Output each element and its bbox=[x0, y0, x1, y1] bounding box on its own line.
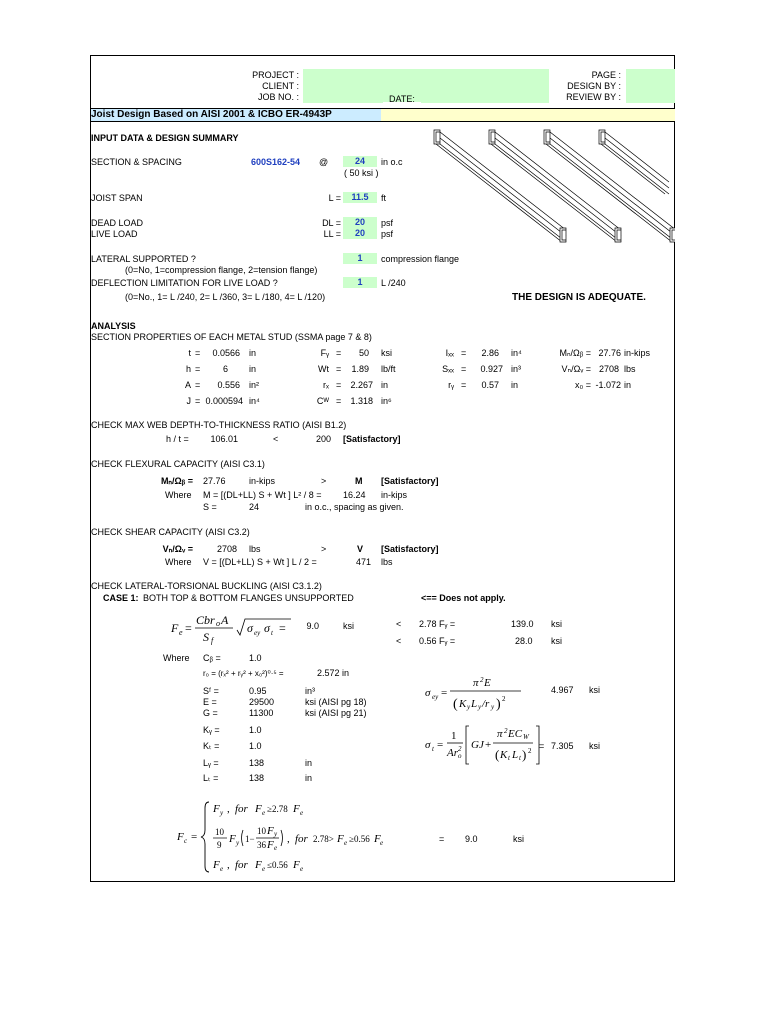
sigma-t-unit: ksi bbox=[589, 741, 600, 751]
ltb-case-desc: BOTH TOP & BOTTOM FLANGES UNSUPPORTED bbox=[143, 593, 354, 603]
svg-text:for: for bbox=[295, 833, 308, 845]
shear-value: 2708 bbox=[216, 544, 237, 554]
input-heading: INPUT DATA & DESIGN SUMMARY bbox=[91, 133, 239, 143]
live-load-label: LIVE LOAD bbox=[91, 229, 138, 239]
svg-text:K: K bbox=[500, 749, 508, 761]
design-result: THE DESIGN IS ADEQUATE. bbox=[512, 292, 646, 303]
fc-formula bbox=[175, 798, 385, 876]
design-title: Joist Design Based on AISI 2001 & ICBO ER-4943P bbox=[91, 108, 381, 122]
sigma-t-eq: = bbox=[539, 741, 545, 751]
svg-text:E: E bbox=[484, 677, 491, 689]
fc-eq: = bbox=[439, 834, 445, 844]
lateral-note: (0=No, 1=compression flange, 2=tension flange) bbox=[125, 265, 318, 275]
flexural-value: 27.76 bbox=[203, 476, 226, 486]
svg-text:F: F bbox=[229, 833, 236, 845]
svg-text:≤0.56: ≤0.56 bbox=[267, 860, 288, 870]
date-label: DATE: bbox=[389, 94, 415, 104]
lateral-input[interactable]: 1 bbox=[343, 253, 377, 264]
cmp2-lhs: 0.56 Fᵧ = bbox=[419, 636, 456, 646]
flexural-status: [Satisfactory] bbox=[381, 476, 439, 486]
flexural-unit: in-kips bbox=[249, 476, 276, 486]
shear-v-expr: V = [(DL+LL) S + Wt ] L / 2 = bbox=[203, 557, 317, 567]
fe-formula bbox=[169, 610, 299, 646]
svg-text:): ) bbox=[522, 747, 527, 762]
web-value: 106.01 bbox=[210, 434, 238, 444]
cmp2-unit: ksi bbox=[551, 636, 562, 646]
svg-text:t: t bbox=[432, 745, 434, 753]
svg-text:σ: σ bbox=[425, 687, 431, 699]
svg-text:(: ( bbox=[495, 747, 500, 762]
cmp1-op: < bbox=[396, 619, 402, 629]
svg-text:o: o bbox=[458, 752, 462, 760]
svg-text:36: 36 bbox=[257, 840, 266, 850]
svg-text:e: e bbox=[344, 839, 348, 847]
svg-text:K: K bbox=[459, 698, 467, 710]
svg-text:y: y bbox=[236, 839, 240, 847]
svg-text:W: W bbox=[523, 733, 529, 741]
svg-text:t: t bbox=[508, 754, 510, 762]
web-heading: CHECK MAX WEB DEPTH-TO-THICKNESS RATIO (AISI B1.2) bbox=[91, 420, 347, 430]
cmp2-value: 28.0 bbox=[515, 636, 533, 646]
svg-text:t: t bbox=[519, 754, 521, 762]
props-heading: SECTION PROPERTIES OF EACH METAL STUD (SSMA page 7 & 8) bbox=[91, 332, 372, 342]
ltb-note: <== Does not apply. bbox=[421, 593, 506, 603]
flexural-m-unit: in-kips bbox=[381, 490, 408, 500]
at-symbol: @ bbox=[319, 157, 329, 167]
svg-text:≥2.78: ≥2.78 bbox=[267, 804, 288, 814]
svg-text:EC: EC bbox=[508, 728, 523, 740]
svg-text:e: e bbox=[262, 865, 266, 873]
svg-text:F: F bbox=[213, 803, 220, 815]
svg-text:F: F bbox=[337, 833, 344, 845]
page-label: PAGE : bbox=[591, 70, 621, 80]
dead-load-input[interactable]: 20 bbox=[343, 217, 377, 228]
web-op: < bbox=[273, 434, 279, 444]
ltb-case: CASE 1: bbox=[103, 593, 139, 603]
flexural-rhs: M bbox=[355, 476, 363, 486]
svg-text:F: F bbox=[171, 621, 179, 635]
cb-label: Cᵦ = bbox=[203, 653, 221, 663]
r0-value: 2.572 in bbox=[317, 668, 350, 678]
web-status: [Satisfactory] bbox=[343, 434, 401, 444]
deflection-note: (0=No., 1= L /240, 2= L /360, 3= L /180, 4= L /120) bbox=[125, 292, 326, 302]
flexural-m-value: 16.24 bbox=[343, 490, 366, 500]
shear-op: > bbox=[321, 544, 327, 554]
live-load-input[interactable]: 20 bbox=[343, 228, 377, 239]
sigma-ey-value: 4.967 bbox=[551, 685, 574, 695]
svg-text:GJ: GJ bbox=[471, 739, 484, 751]
fc-unit: ksi bbox=[513, 834, 524, 844]
section-value[interactable]: 600S162-54 bbox=[251, 157, 301, 167]
svg-text:e: e bbox=[179, 628, 183, 637]
cmp1-value: 139.0 bbox=[511, 619, 534, 629]
job-label: JOB NO. : bbox=[257, 92, 299, 102]
svg-text:F: F bbox=[293, 803, 300, 815]
flexural-op: > bbox=[321, 476, 327, 486]
svg-text:F: F bbox=[374, 833, 381, 845]
svg-text:/r: /r bbox=[482, 698, 490, 710]
svg-text:π: π bbox=[497, 728, 503, 740]
flexural-s-note: in o.c., spacing as given. bbox=[305, 502, 404, 512]
span-symbol: L = bbox=[328, 193, 341, 203]
ltb-where: Where bbox=[163, 653, 190, 663]
svg-text:y: y bbox=[220, 809, 224, 817]
svg-text:e: e bbox=[262, 809, 266, 817]
svg-text:Cbr: Cbr bbox=[196, 613, 215, 627]
svg-text:e: e bbox=[300, 865, 304, 873]
lateral-label: LATERAL SUPPORTED ? bbox=[91, 254, 196, 264]
joist-diagram bbox=[429, 124, 675, 248]
title-bar-fill bbox=[381, 108, 675, 122]
svg-text:=: = bbox=[437, 739, 444, 751]
web-lhs: h / t = bbox=[166, 434, 189, 444]
svg-text:,: , bbox=[287, 833, 290, 845]
lateral-desc: compression flange bbox=[381, 254, 460, 264]
review-by-label: REVIEW BY : bbox=[566, 92, 621, 102]
deflection-desc: L /240 bbox=[381, 278, 406, 288]
svg-text:F: F bbox=[293, 859, 300, 871]
cb-value: 1.0 bbox=[249, 653, 262, 663]
flexural-s-value: 24 bbox=[249, 502, 260, 512]
svg-text:F: F bbox=[267, 839, 274, 851]
svg-text:e: e bbox=[380, 839, 384, 847]
svg-text:9: 9 bbox=[217, 840, 222, 850]
fe-value: 9.0 bbox=[306, 621, 319, 631]
shear-v-value: 471 bbox=[355, 557, 371, 567]
shear-lhs: Vₙ/Ωᵥ = bbox=[162, 544, 193, 554]
svg-text:L: L bbox=[512, 749, 519, 761]
page-design-review-input[interactable] bbox=[626, 69, 675, 103]
calculation-sheet: PROJECT : CLIENT : JOB NO. : DATE: PAGE : DESIGN BY : REVIEW BY : Joist Design Based on AISI 2001 & ICBO ER-4943P INPUT DATA & DESIGN SUMMARY SECTION & SPACING 600S162-54 @ 24 in o.c ( 50 ksi ) JOIST SPAN L = 11.5 ft DEAD LOAD DL = 20 psf LIVE LOAD LL = 20 psf LATERAL SUPPORTED ? 1 compression flange (0=No, 1=compression flange, 2=tension flange) DEFLECTION LIMITATION FOR LIVE LOAD ? 1 L /240 (0=No., 1= L /240, 2= L /360, 3= L /180, 4= L /120) THE DESIGN IS ADEQUATE. ANALYSIS SECTION PROPERTIES OF EACH METAL STUD (SSMA page 7 & 8) t = 0.0566 in h = 6 in A = 0.556 in² J = 0.000594 in⁴ Fᵧ = 50 ksi Wt = 1.89 lb/ft rₓ = 2.267 in Cᵂ = 1.318 in⁶ Iₓₓ = 2.86 in⁴ Sₓₓ = 0.927 in³ rᵧ = 0.57 in Mₙ/Ωᵦ = 27.76 in-kips Vₙ/Ωᵥ = 2708 lbs x₀ = -1.072 in CHECK MAX WEB DEPTH-TO-THICKNESS RATIO (AISI B1.2) h / t = 106.01 < 200 [Satisfactory] CHECK FLEXURAL CAPACITY (AISI C3.1) Mₙ/Ωᵦ = 27.76 in-kips > M [Satisfactory] Where M = [(DL+LL) S + Wt ] L² / 8 = 16.24 in-kips S = 24 in o.c., spacing as given. CHECK SHEAR CAPACITY (AISI C3.2) Vₙ/Ωᵥ = 2708 lbs > V [Satisfactory] Where V = [(DL+LL) S + Wt ] L / 2 = 471 lbs CHECK LATERAL-TORSIONAL BUCKLING (AISI C3.1.2) CASE 1: BOTH TOP & BOTTOM FLANGES UNSUPPORTED <== Does not apply. F e = Cbr o A S f σ ey σ t = 9.0 ksi < 2.78 Fᵧ = 139.0 ksi < 0.56 Fᵧ = 28.0 ksi Where Cᵦ = 1.0 r₀ = (rₓ² + rᵧ² + x₀²)⁰·⁵ = 2.572 in Sᶠ = 0.95 in³ E = 29500 ksi (AISI pg 18) G = 11300 ksi (AISI pg 21) Kᵧ = 1.0 Kₜ = 1.0 Lᵧ = 138 in Lₜ = 138 in σ ey = π 2 E ( K y L y /r y ) 2 4.967 ksi σ t = 1 Ar o 2 GJ + π 2 EC W ( K t L t ) 2 = 7.305 ksi F c = F y , for F e ≥2.78 F e 10 9 F y 1− 10 F y 36 F e , for 2.78> F e ≥0.56 F e F e , for F e ≤0.56 F e = 9.0 ksi bbox=[90, 55, 675, 882]
svg-text:2: 2 bbox=[502, 695, 506, 703]
shear-heading: CHECK SHEAR CAPACITY (AISI C3.2) bbox=[91, 527, 250, 537]
svg-text:for: for bbox=[235, 859, 248, 871]
cmp1-unit: ksi bbox=[551, 619, 562, 629]
sigma-t-formula bbox=[423, 720, 551, 770]
svg-text:for: for bbox=[235, 803, 248, 815]
deflection-input[interactable]: 1 bbox=[343, 277, 377, 288]
svg-text:F: F bbox=[177, 831, 184, 843]
svg-text:c: c bbox=[184, 837, 188, 845]
project-label: PROJECT : bbox=[252, 70, 299, 80]
spacing-unit: in o.c bbox=[381, 157, 403, 167]
svg-text:2: 2 bbox=[504, 727, 508, 735]
svg-text:σ: σ bbox=[247, 621, 253, 635]
svg-text:Ar: Ar bbox=[447, 747, 458, 759]
svg-text:≥0.56: ≥0.56 bbox=[349, 834, 370, 844]
svg-text:=: = bbox=[191, 831, 198, 843]
svg-text:A: A bbox=[221, 613, 229, 627]
svg-text:=: = bbox=[441, 687, 448, 699]
svg-text:(: ( bbox=[453, 697, 458, 712]
analysis-heading: ANALYSIS bbox=[91, 321, 136, 331]
ksi-note: ( 50 ksi ) bbox=[344, 168, 379, 178]
svg-text:e: e bbox=[300, 809, 304, 817]
svg-text:10: 10 bbox=[257, 826, 266, 836]
design-by-label: DESIGN BY : bbox=[567, 81, 621, 91]
flexural-where: Where bbox=[165, 490, 192, 500]
dead-load-unit: psf bbox=[381, 218, 394, 228]
svg-text:e: e bbox=[274, 844, 278, 852]
svg-text:f: f bbox=[211, 636, 214, 645]
r0-label: r₀ = (rₓ² + rᵧ² + x₀²)⁰·⁵ = bbox=[203, 669, 284, 678]
flexural-heading: CHECK FLEXURAL CAPACITY (AISI C3.1) bbox=[91, 459, 265, 469]
cmp1-lhs: 2.78 Fᵧ = bbox=[419, 619, 456, 629]
svg-text:π: π bbox=[473, 677, 479, 689]
fc-value: 9.0 bbox=[465, 834, 478, 844]
web-limit: 200 bbox=[315, 434, 331, 444]
flexural-lhs: Mₙ/Ωᵦ = bbox=[160, 476, 193, 486]
ltb-heading: CHECK LATERAL-TORSIONAL BUCKLING (AISI C3.1.2) bbox=[91, 581, 322, 591]
svg-text:F: F bbox=[267, 825, 274, 837]
dead-load-label: DEAD LOAD bbox=[91, 218, 144, 228]
live-load-unit: psf bbox=[381, 229, 394, 239]
span-unit: ft bbox=[381, 193, 387, 203]
svg-text:2.78>: 2.78> bbox=[313, 834, 334, 844]
section-label: SECTION & SPACING bbox=[91, 157, 182, 167]
svg-text:F: F bbox=[255, 803, 262, 815]
shear-status: [Satisfactory] bbox=[381, 544, 439, 554]
cmp2-op: < bbox=[396, 636, 402, 646]
shear-rhs: V bbox=[357, 544, 364, 554]
svg-text:=: = bbox=[185, 621, 192, 635]
svg-text:L: L bbox=[471, 698, 478, 710]
svg-text:ey: ey bbox=[432, 693, 439, 701]
span-input[interactable]: 11.5 bbox=[343, 192, 377, 203]
date-input[interactable] bbox=[421, 92, 549, 103]
svg-text:,: , bbox=[227, 859, 230, 871]
shear-v-unit: lbs bbox=[381, 557, 393, 567]
svg-text:o: o bbox=[216, 619, 220, 628]
svg-text:): ) bbox=[496, 697, 501, 712]
svg-text:=: = bbox=[279, 621, 286, 635]
svg-text:F: F bbox=[255, 859, 262, 871]
svg-text:e: e bbox=[220, 865, 224, 873]
svg-text:t: t bbox=[271, 629, 273, 637]
svg-text:F: F bbox=[213, 859, 220, 871]
svg-text:10: 10 bbox=[215, 827, 224, 837]
svg-text:1: 1 bbox=[451, 730, 457, 742]
svg-text:,: , bbox=[227, 803, 230, 815]
client-label: CLIENT : bbox=[262, 81, 299, 91]
sigma-ey-formula bbox=[423, 674, 523, 718]
svg-text:2: 2 bbox=[458, 745, 462, 753]
svg-text:y: y bbox=[491, 703, 495, 711]
deflection-label: DEFLECTION LIMITATION FOR LIVE LOAD ? bbox=[91, 278, 278, 288]
live-load-symbol: LL = bbox=[323, 229, 341, 239]
svg-text:σ: σ bbox=[425, 739, 431, 751]
shear-unit: lbs bbox=[249, 544, 261, 554]
flexural-m-expr: M = [(DL+LL) S + Wt ] L² / 8 = bbox=[203, 490, 322, 500]
sigma-ey-unit: ksi bbox=[589, 685, 600, 695]
svg-text:y: y bbox=[467, 703, 471, 711]
svg-text:σ: σ bbox=[264, 621, 270, 635]
svg-text:+: + bbox=[485, 739, 492, 751]
flexural-s-label: S = bbox=[203, 502, 217, 512]
svg-text:2: 2 bbox=[480, 676, 484, 684]
span-label: JOIST SPAN bbox=[91, 193, 143, 203]
svg-text:ey: ey bbox=[254, 629, 261, 637]
spacing-input[interactable]: 24 bbox=[343, 156, 377, 167]
svg-text:2: 2 bbox=[528, 747, 532, 755]
svg-text:y: y bbox=[478, 703, 482, 711]
svg-text:1−: 1− bbox=[245, 834, 255, 844]
svg-text:y: y bbox=[274, 830, 278, 838]
shear-where: Where bbox=[165, 557, 192, 567]
sigma-t-value: 7.305 bbox=[551, 741, 574, 751]
svg-text:S: S bbox=[203, 630, 209, 644]
job-no-input[interactable] bbox=[303, 92, 383, 103]
dead-load-symbol: DL = bbox=[322, 218, 341, 228]
fe-unit: ksi bbox=[343, 621, 354, 631]
